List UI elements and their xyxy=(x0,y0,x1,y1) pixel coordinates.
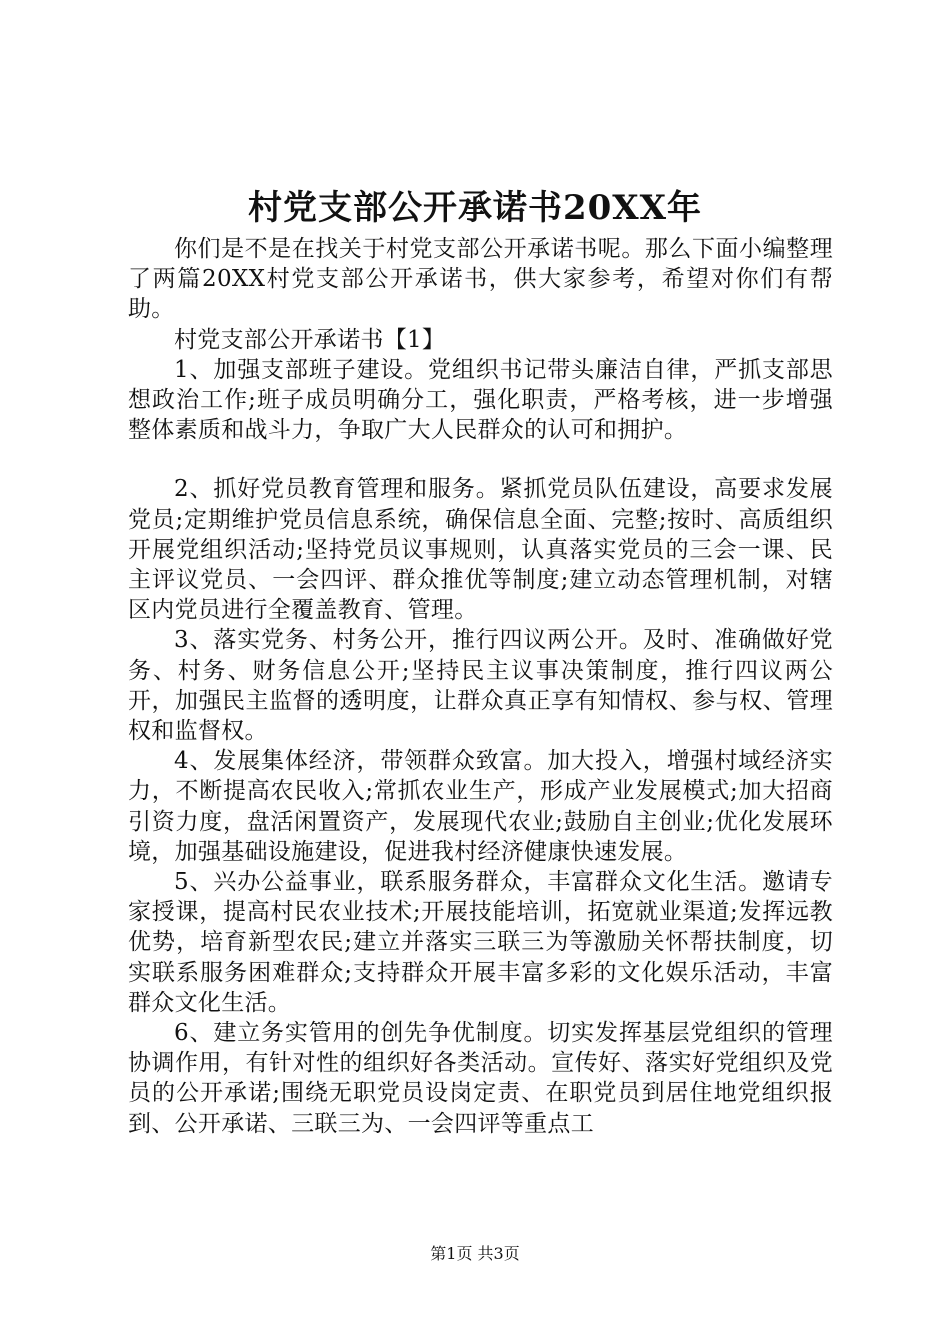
commitment-item-2: 2、抓好党员教育管理和服务。紧抓党员队伍建设，高要求发展党员;定期维护党员信息系统，确保信息全面、完整;按时、高质组织开展党组织活动;坚持党员议事规则，认真落实党员的三会一课、民主评议党员、一会四评、群众推优等制度;建立动态管理机制，对辖区内党员进行全覆盖教育、管理。 xyxy=(128,476,833,624)
page-footer: 第1页 共3页 xyxy=(430,1244,520,1263)
commitment-item-3: 3、落实党务、村务公开，推行四议两公开。及时、准确做好党务、村务、财务信息公开;坚持民主议事决策制度，推行四议两公开，加强民主监督的透明度，让群众真正享有知情权、参与权、管理权和监督权。 xyxy=(128,627,833,745)
section-heading: 村党支部公开承诺书【1】 xyxy=(174,326,446,353)
commitment-item-6: 6、建立务实管用的创先争优制度。切实发挥基层党组织的管理协调作用，有针对性的组织好各类活动。宣传好、落实好党组织及党员的公开承诺;围绕无职党员设岗定责、在职党员到居住地党组织报到、公开承诺、三联三为、一会四评等重点工 xyxy=(128,1020,833,1137)
commitment-item-1: 1、加强支部班子建设。党组织书记带头廉洁自律，严抓支部思想政治工作;班子成员明确分工，强化职责，严格考核，进一步增强整体素质和战斗力，争取广大人民群众的认可和拥护。 xyxy=(128,356,833,444)
commitment-item-5: 5、兴办公益事业，联系服务群众，丰富群众文化生活。邀请专家授课，提高村民农业技术;开展技能培训，拓宽就业渠道;发挥远教优势，培育新型农民;建立并落实三联三为等激励关怀帮扶制度，切实联系服务困难群众;支持群众开展丰富多彩的文化娱乐活动，丰富群众文化生活。 xyxy=(128,869,833,1016)
document-body xyxy=(128,234,833,1139)
document-title: 村党支部公开承诺书20XX年 xyxy=(247,188,703,228)
intro-paragraph: 你们是不是在找关于村党支部公开承诺书呢。那么下面小编整理了两篇20XX村党支部公开承诺书，供大家参考，希望对你们有帮助。 xyxy=(128,236,833,323)
commitment-item-4: 4、发展集体经济，带领群众致富。加大投入，增强村域经济实力，不断提高农民收入;常抓农业生产，形成产业发展模式;加大招商引资力度，盘活闲置资产，发展现代农业;鼓励自主创业;优化发展环境，加强基础设施建设，促进我村经济健康快速发展。 xyxy=(128,748,833,865)
